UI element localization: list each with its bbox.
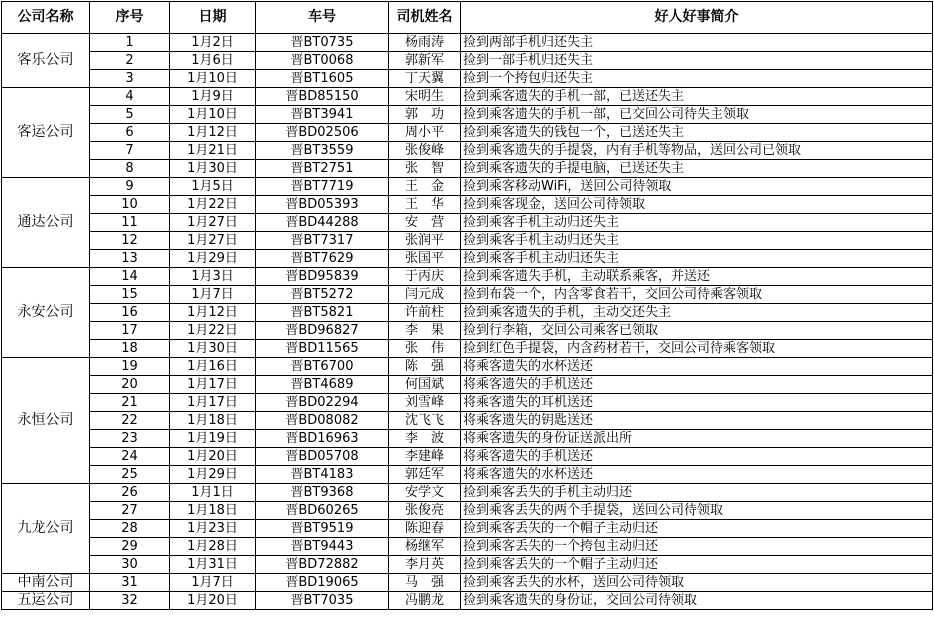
header-driver[interactable]: 司机姓名 [389, 2, 461, 34]
summary-cell[interactable]: 捡到乘客丢失的一个帽子主动归还 [461, 556, 933, 574]
plate-cell[interactable]: 晋BT7629 [256, 250, 389, 268]
table-row [2, 268, 933, 286]
summary-cell[interactable]: 捡到乘客手机主动归还失主 [461, 214, 933, 232]
company-cell[interactable]: 九龙公司 [2, 484, 90, 574]
seq-cell[interactable]: 16 [90, 304, 170, 322]
plate-cell[interactable]: 晋BD05393 [256, 196, 389, 214]
date-cell[interactable]: 1月16日 [170, 358, 256, 376]
seq-cell[interactable]: 18 [90, 340, 170, 358]
company-cell[interactable]: 五运公司 [2, 592, 90, 610]
driver-cell[interactable]: 冯鹏龙 [389, 592, 461, 610]
driver-cell[interactable]: 张润平 [389, 232, 461, 250]
summary-cell[interactable]: 捡到乘客遗失的手提袋，内有手机等物品，送回公司已领取 [461, 142, 933, 160]
plate-cell[interactable]: 晋BT7317 [256, 232, 389, 250]
driver-cell[interactable]: 郭 功 [389, 106, 461, 124]
company-cell[interactable]: 客运公司 [2, 88, 90, 178]
date-cell[interactable]: 1月28日 [170, 538, 256, 556]
plate-cell[interactable]: 晋BT9519 [256, 520, 389, 538]
table-header [2, 2, 933, 34]
date-cell[interactable]: 1月5日 [170, 178, 256, 196]
driver-cell[interactable]: 刘雪峰 [389, 394, 461, 412]
table-row [2, 322, 933, 340]
date-cell[interactable]: 1月7日 [170, 286, 256, 304]
table-row [2, 592, 933, 610]
summary-cell[interactable]: 捡到乘客遗失的钱包一个，已送还失主 [461, 124, 933, 142]
date-cell[interactable]: 1月10日 [170, 106, 256, 124]
table-row [2, 250, 933, 268]
header-summary[interactable]: 好人好事简介 [461, 2, 933, 34]
date-cell[interactable]: 1月27日 [170, 214, 256, 232]
date-cell[interactable]: 1月21日 [170, 142, 256, 160]
table-row [2, 196, 933, 214]
table-row [2, 466, 933, 484]
good-deeds-table [1, 1, 933, 610]
plate-cell[interactable]: 晋BT3559 [256, 142, 389, 160]
plate-cell[interactable]: 晋BD44288 [256, 214, 389, 232]
summary-cell[interactable]: 捡到一部手机归还失主 [461, 52, 933, 70]
plate-cell[interactable]: 晋BT0735 [256, 34, 389, 52]
summary-cell[interactable]: 将乘客遗失的耳机送还 [461, 394, 933, 412]
table-row [2, 124, 933, 142]
driver-cell[interactable]: 闫元成 [389, 286, 461, 304]
summary-cell[interactable]: 捡到行李箱，交回公司乘客已领取 [461, 322, 933, 340]
plate-cell[interactable]: 晋BT4183 [256, 466, 389, 484]
company-cell[interactable]: 永恒公司 [2, 358, 90, 484]
driver-cell[interactable]: 何国斌 [389, 376, 461, 394]
table-row [2, 88, 933, 106]
table-row [2, 358, 933, 376]
plate-cell[interactable]: 晋BT9368 [256, 484, 389, 502]
table-row [2, 106, 933, 124]
summary-cell[interactable]: 捡到乘客丢失的两个手提袋，送回公司待领取 [461, 502, 933, 520]
plate-cell[interactable]: 晋BD85150 [256, 88, 389, 106]
plate-cell[interactable]: 晋BD02506 [256, 124, 389, 142]
driver-cell[interactable]: 郭新军 [389, 52, 461, 70]
summary-cell[interactable]: 捡到乘客丢失的一个帽子主动归还 [461, 520, 933, 538]
driver-cell[interactable]: 李 果 [389, 322, 461, 340]
plate-cell[interactable]: 晋BT5272 [256, 286, 389, 304]
seq-cell[interactable]: 13 [90, 250, 170, 268]
driver-cell[interactable]: 张 伟 [389, 340, 461, 358]
table-row [2, 70, 933, 88]
seq-cell[interactable]: 6 [90, 124, 170, 142]
date-cell[interactable]: 1月30日 [170, 160, 256, 178]
summary-cell[interactable]: 捡到两部手机归还失主 [461, 34, 933, 52]
seq-cell[interactable]: 29 [90, 538, 170, 556]
date-cell[interactable]: 1月27日 [170, 232, 256, 250]
driver-cell[interactable]: 李建峰 [389, 448, 461, 466]
driver-cell[interactable]: 郭廷军 [389, 466, 461, 484]
seq-cell[interactable]: 30 [90, 556, 170, 574]
table-row [2, 412, 933, 430]
date-cell[interactable]: 1月10日 [170, 70, 256, 88]
seq-cell[interactable]: 5 [90, 106, 170, 124]
driver-cell[interactable]: 陈 强 [389, 358, 461, 376]
summary-cell[interactable]: 捡到一个挎包归还失主 [461, 70, 933, 88]
company-cell[interactable]: 永安公司 [2, 268, 90, 358]
seq-cell[interactable]: 15 [90, 286, 170, 304]
driver-cell[interactable]: 张国平 [389, 250, 461, 268]
date-cell[interactable]: 1月6日 [170, 52, 256, 70]
date-cell[interactable]: 1月20日 [170, 592, 256, 610]
table-row [2, 484, 933, 502]
header-seq[interactable]: 序号 [90, 2, 170, 34]
seq-cell[interactable]: 3 [90, 70, 170, 88]
company-cell[interactable]: 客乐公司 [2, 34, 90, 88]
plate-cell[interactable]: 晋BT1605 [256, 70, 389, 88]
table-row [2, 160, 933, 178]
plate-cell[interactable]: 晋BD95839 [256, 268, 389, 286]
date-cell[interactable]: 1月2日 [170, 34, 256, 52]
date-cell[interactable]: 1月22日 [170, 322, 256, 340]
table-row [2, 214, 933, 232]
plate-cell[interactable]: 晋BD16963 [256, 430, 389, 448]
summary-cell[interactable]: 将乘客遗失的手机送还 [461, 448, 933, 466]
plate-cell[interactable]: 晋BD05708 [256, 448, 389, 466]
date-cell[interactable]: 1月18日 [170, 412, 256, 430]
plate-cell[interactable]: 晋BD72882 [256, 556, 389, 574]
seq-cell[interactable]: 9 [90, 178, 170, 196]
driver-cell[interactable]: 张俊峰 [389, 142, 461, 160]
driver-cell[interactable]: 马 强 [389, 574, 461, 592]
summary-cell[interactable]: 捡到乘客手机主动归还失主 [461, 250, 933, 268]
summary-cell[interactable]: 捡到乘客遗失的身份证，交回公司待领取 [461, 592, 933, 610]
summary-cell[interactable]: 捡到乘客遗失的手机一部，已送还失主 [461, 88, 933, 106]
seq-cell[interactable]: 7 [90, 142, 170, 160]
header-date[interactable]: 日期 [170, 2, 256, 34]
plate-cell[interactable]: 晋BD60265 [256, 502, 389, 520]
seq-cell[interactable]: 32 [90, 592, 170, 610]
seq-cell[interactable]: 22 [90, 412, 170, 430]
summary-cell[interactable]: 捡到乘客遗失手机，主动联系乘客，并送还 [461, 268, 933, 286]
driver-cell[interactable]: 安学文 [389, 484, 461, 502]
date-cell[interactable]: 1月29日 [170, 250, 256, 268]
plate-cell[interactable]: 晋BT6700 [256, 358, 389, 376]
seq-cell[interactable]: 23 [90, 430, 170, 448]
seq-cell[interactable]: 1 [90, 34, 170, 52]
date-cell[interactable]: 1月7日 [170, 574, 256, 592]
seq-cell[interactable]: 17 [90, 322, 170, 340]
header-row [2, 2, 933, 34]
driver-cell[interactable]: 张 智 [389, 160, 461, 178]
seq-cell[interactable]: 14 [90, 268, 170, 286]
summary-cell[interactable]: 捡到乘客遗失的手提电脑，已送还失主 [461, 160, 933, 178]
date-cell[interactable]: 1月17日 [170, 376, 256, 394]
company-cell[interactable]: 通达公司 [2, 178, 90, 268]
plate-cell[interactable]: 晋BT9443 [256, 538, 389, 556]
table-row [2, 538, 933, 556]
table-row [2, 574, 933, 592]
date-cell[interactable]: 1月1日 [170, 484, 256, 502]
table-row [2, 448, 933, 466]
seq-cell[interactable]: 12 [90, 232, 170, 250]
seq-cell[interactable]: 10 [90, 196, 170, 214]
seq-cell[interactable]: 8 [90, 160, 170, 178]
table-row [2, 340, 933, 358]
summary-cell[interactable]: 将乘客遗失的水杯送还 [461, 466, 933, 484]
table-row [2, 502, 933, 520]
table-row [2, 286, 933, 304]
date-cell[interactable]: 1月22日 [170, 196, 256, 214]
date-cell[interactable]: 1月20日 [170, 448, 256, 466]
summary-cell[interactable]: 捡到乘客现金，送回公司待领取 [461, 196, 933, 214]
driver-cell[interactable]: 李月英 [389, 556, 461, 574]
driver-cell[interactable]: 许前柱 [389, 304, 461, 322]
table-row [2, 178, 933, 196]
driver-cell[interactable]: 安 营 [389, 214, 461, 232]
plate-cell[interactable]: 晋BD19065 [256, 574, 389, 592]
plate-cell[interactable]: 晋BT4689 [256, 376, 389, 394]
plate-cell[interactable]: 晋BT0068 [256, 52, 389, 70]
driver-cell[interactable]: 陈迎春 [389, 520, 461, 538]
table-row [2, 394, 933, 412]
plate-cell[interactable]: 晋BD11565 [256, 340, 389, 358]
seq-cell[interactable]: 25 [90, 466, 170, 484]
seq-cell[interactable]: 19 [90, 358, 170, 376]
date-cell[interactable]: 1月29日 [170, 466, 256, 484]
date-cell[interactable]: 1月17日 [170, 394, 256, 412]
seq-cell[interactable]: 11 [90, 214, 170, 232]
header-company[interactable]: 公司名称 [2, 2, 90, 34]
summary-cell[interactable]: 捡到乘客遗失的手机，主动交还失主 [461, 304, 933, 322]
summary-cell[interactable]: 捡到乘客丢失的水杯，送回公司待领取 [461, 574, 933, 592]
seq-cell[interactable]: 2 [90, 52, 170, 70]
driver-cell[interactable]: 王 华 [389, 196, 461, 214]
summary-cell[interactable]: 捡到乘客遗失的手机一部，已交回公司待失主领取 [461, 106, 933, 124]
plate-cell[interactable]: 晋BD02294 [256, 394, 389, 412]
summary-cell[interactable]: 捡到红色手提袋，内含药材若干，交回公司待乘客领取 [461, 340, 933, 358]
table-row [2, 304, 933, 322]
driver-cell[interactable]: 于丙庆 [389, 268, 461, 286]
table-row [2, 142, 933, 160]
driver-cell[interactable]: 李 波 [389, 430, 461, 448]
driver-cell[interactable]: 丁天翼 [389, 70, 461, 88]
seq-cell[interactable]: 27 [90, 502, 170, 520]
date-cell[interactable]: 1月23日 [170, 520, 256, 538]
date-cell[interactable]: 1月12日 [170, 124, 256, 142]
company-cell[interactable]: 中南公司 [2, 574, 90, 592]
table-row [2, 430, 933, 448]
driver-cell[interactable]: 张俊亮 [389, 502, 461, 520]
driver-cell[interactable]: 宋明生 [389, 88, 461, 106]
plate-cell[interactable]: 晋BT5821 [256, 304, 389, 322]
seq-cell[interactable]: 31 [90, 574, 170, 592]
summary-cell[interactable]: 捡到乘客丢失的手机主动归还 [461, 484, 933, 502]
table-row [2, 52, 933, 70]
driver-cell[interactable]: 周小平 [389, 124, 461, 142]
summary-cell[interactable]: 将乘客遗失的身份证送派出所 [461, 430, 933, 448]
plate-cell[interactable]: 晋BD08082 [256, 412, 389, 430]
table-body [2, 34, 933, 610]
driver-cell[interactable]: 沈飞飞 [389, 412, 461, 430]
plate-cell[interactable]: 晋BT7719 [256, 178, 389, 196]
table-row [2, 376, 933, 394]
summary-cell[interactable]: 将乘客遗失的手机送还 [461, 376, 933, 394]
date-cell[interactable]: 1月30日 [170, 340, 256, 358]
summary-cell[interactable]: 将乘客遗失的钥匙送还 [461, 412, 933, 430]
summary-cell[interactable]: 捡到乘客丢失的一个挎包主动归还 [461, 538, 933, 556]
table-row [2, 232, 933, 250]
date-cell[interactable]: 1月3日 [170, 268, 256, 286]
header-plate[interactable]: 车号 [256, 2, 389, 34]
seq-cell[interactable]: 21 [90, 394, 170, 412]
date-cell[interactable]: 1月19日 [170, 430, 256, 448]
summary-cell[interactable]: 捡到乘客移动WiFi，送回公司待领取 [461, 178, 933, 196]
date-cell[interactable]: 1月12日 [170, 304, 256, 322]
summary-cell[interactable]: 捡到乘客手机主动归还失主 [461, 232, 933, 250]
table-row [2, 34, 933, 52]
driver-cell[interactable]: 杨雨涛 [389, 34, 461, 52]
seq-cell[interactable]: 28 [90, 520, 170, 538]
seq-cell[interactable]: 26 [90, 484, 170, 502]
seq-cell[interactable]: 24 [90, 448, 170, 466]
table-row [2, 556, 933, 574]
date-cell[interactable]: 1月18日 [170, 502, 256, 520]
driver-cell[interactable]: 王 金 [389, 178, 461, 196]
driver-cell[interactable]: 杨继军 [389, 538, 461, 556]
plate-cell[interactable]: 晋BT3941 [256, 106, 389, 124]
plate-cell[interactable]: 晋BT2751 [256, 160, 389, 178]
table-row [2, 520, 933, 538]
summary-cell[interactable]: 将乘客遗失的水杯送还 [461, 358, 933, 376]
summary-cell[interactable]: 捡到布袋一个，内含零食若干，交回公司待乘客领取 [461, 286, 933, 304]
plate-cell[interactable]: 晋BT7035 [256, 592, 389, 610]
date-cell[interactable]: 1月9日 [170, 88, 256, 106]
seq-cell[interactable]: 20 [90, 376, 170, 394]
date-cell[interactable]: 1月31日 [170, 556, 256, 574]
seq-cell[interactable]: 4 [90, 88, 170, 106]
plate-cell[interactable]: 晋BD96827 [256, 322, 389, 340]
